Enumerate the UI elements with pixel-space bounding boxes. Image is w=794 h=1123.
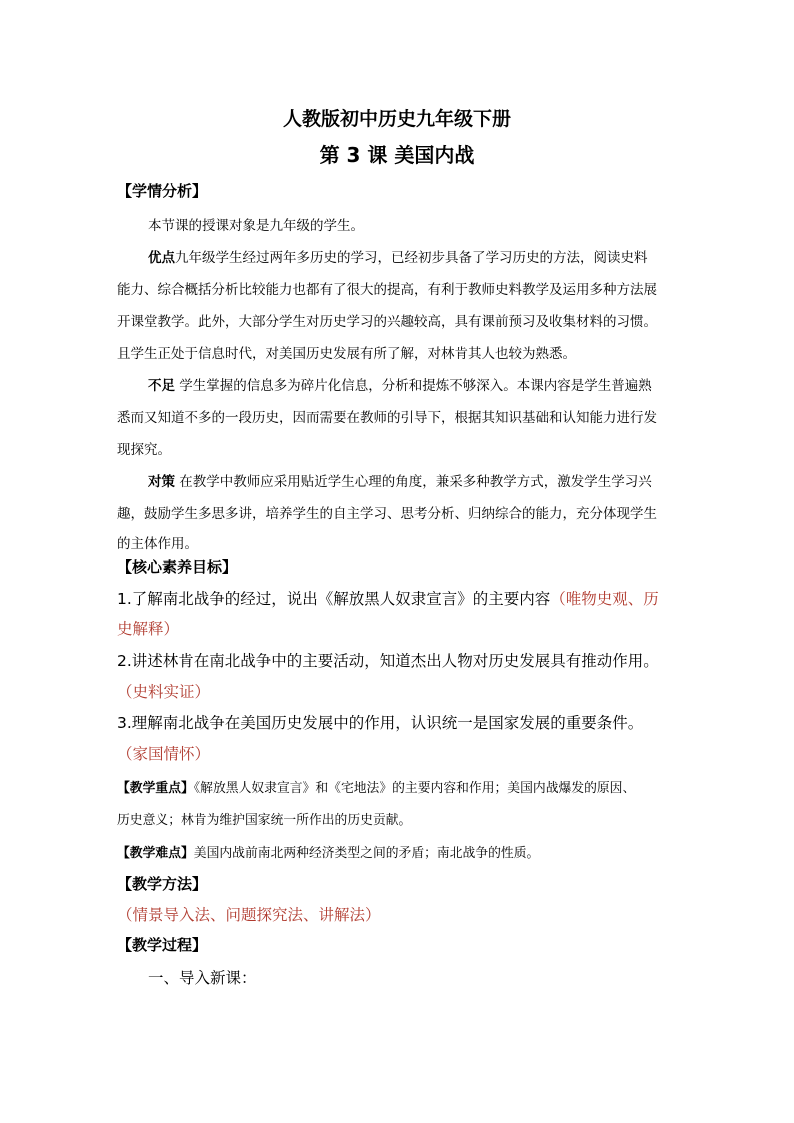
paragraph-strengths-line4: 且学生正处于信息时代，对美国历史发展有所了解，对林肯其人也较为熟悉。 (117, 346, 576, 362)
section-heading-core-goals: 【核心素养目标】 (117, 558, 238, 576)
goal-1-tag: （唯物史观、历 (550, 590, 659, 608)
teaching-difficulty: 【教学难点】美国内战前南北两种经济类型之间的矛盾；南北战争的性质。 (117, 846, 540, 861)
teaching-focus-line2: 历史意义；林肯为维护国家统一所作出的历史贡献。 (117, 813, 412, 828)
paragraph-strengths-line3: 开课堂教学。此外，大部分学生对历史学习的兴趣较高，具有课前预习及收集材料的习惯。 (117, 314, 657, 330)
goal-1-line2: 史解释） (117, 620, 180, 638)
goal-3: 3.理解南北战争在美国历史发展中的作用，认识统一是国家发展的重要条件。 (117, 714, 644, 732)
document-title: 人教版初中历史九年级下册 (282, 108, 511, 130)
weakness-label: 不足 (148, 378, 175, 394)
paragraph-strategy-line1: 对策 在教学中教师应采用贴近学生心理的角度，兼采多种教学方式，激发学生学习兴 (148, 474, 652, 490)
paragraph-strengths-line1: 优点九年级学生经过两年多历史的学习，已经初步具备了学习历史的方法，阅读史料 (148, 250, 648, 266)
goal-2-tag: （史料实证） (117, 683, 211, 701)
paragraph-weakness-line3: 现探究。 (117, 442, 171, 458)
strengths-label: 优点 (148, 250, 175, 266)
paragraph-strengths-line2: 能力、综合概括分析比较能力也都有了很大的提高，有利于教师史料教学及运用多种方法展 (117, 282, 657, 298)
lesson-title: 第 3 课 美国内战 (319, 143, 475, 167)
paragraph-strategy-line2: 趣，鼓励学生多思多讲，培养学生的自主学习、思考分析、归纳综合的能力，充分体现学生 (117, 506, 657, 522)
paragraph-weakness-line2: 悉而又知道不多的一段历史，因而需要在教师的引导下，根据其知识基础和认知能力进行发 (117, 410, 657, 426)
strategy-label: 对策 (148, 474, 175, 490)
goal-3-tag: （家国情怀） (117, 745, 211, 763)
process-step-1: 一、导入新课： (148, 969, 257, 987)
paragraph-weakness-line1: 不足 学生掌握的信息多为碎片化信息，分析和提炼不够深入。本课内容是学生普遍熟 (148, 378, 652, 394)
teaching-focus-line1: 【教学重点】《解放黑人奴隶宣言》和《宅地法》的主要内容和作用；美国内战爆发的原因、 (117, 781, 636, 796)
section-heading-process: 【教学过程】 (117, 936, 208, 954)
goal-1-line1: 1.了解南北战争的经过，说出《解放黑人奴隶宣言》的主要内容（唯物史观、历 (117, 590, 659, 608)
teaching-difficulty-label: 【教学难点】 (117, 846, 194, 861)
section-heading-student-analysis: 【学情分析】 (117, 182, 208, 200)
teaching-focus-label: 【教学重点】 (117, 781, 194, 796)
teaching-methods: （情景导入法、问题探究法、讲解法） (117, 906, 381, 924)
paragraph-strategy-line3: 的主体作用。 (117, 536, 198, 552)
goal-2: 2.讲述林肯在南北战争中的主要活动，知道杰出人物对历史发展具有推动作用。 (117, 652, 659, 670)
section-heading-methods: 【教学方法】 (117, 875, 208, 893)
paragraph-intro: 本节课的授课对象是九年级的学生。 (148, 218, 364, 234)
